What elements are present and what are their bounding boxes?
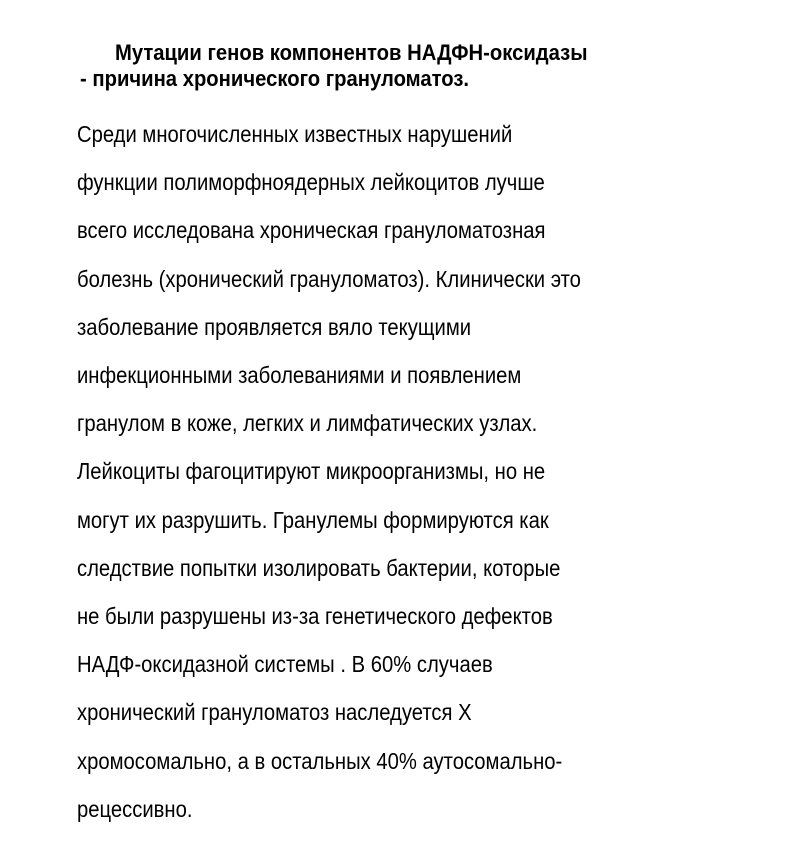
body-line: Среди многочисленных известных нарушений <box>77 121 513 148</box>
body-line: функции полиморфноядерных лейкоцитов лучше <box>77 169 545 196</box>
body-line: НАДФ-оксидазной системы . В 60% случаев <box>77 651 493 678</box>
body-line: всего исследована хроническая грануломатозная <box>77 217 546 244</box>
body-line: следствие попытки изолировать бактерии, которые <box>77 554 561 581</box>
body-line: гранулом в коже, легких и лимфатических узлах. <box>77 410 538 437</box>
body-line: Лейкоциты фагоцитируют микроорганизмы, но не <box>77 458 546 485</box>
slide-title: Мутации генов компонентов НАДФН-оксидазы - причина хронического грануломатоз. <box>80 40 588 91</box>
body-line: хромосомально, а в остальных 40% аутосомально- <box>77 747 563 774</box>
body-line: могут их разрушить. Гранулемы формируются как <box>77 506 549 533</box>
body-line: не были разрушены из-за генетического дефектов <box>77 602 553 629</box>
body-line: рецессивно. <box>77 795 193 822</box>
body-line: инфекционными заболеваниями и появлением <box>77 362 522 389</box>
body-line: заболевание проявляется вяло текущими <box>77 313 472 340</box>
body-line: хронический грануломатоз наследуется Х <box>77 699 472 726</box>
body-line: болезнь (хронический грануломатоз). Клинически это <box>77 265 581 292</box>
slide-body-text <box>77 98 693 845</box>
